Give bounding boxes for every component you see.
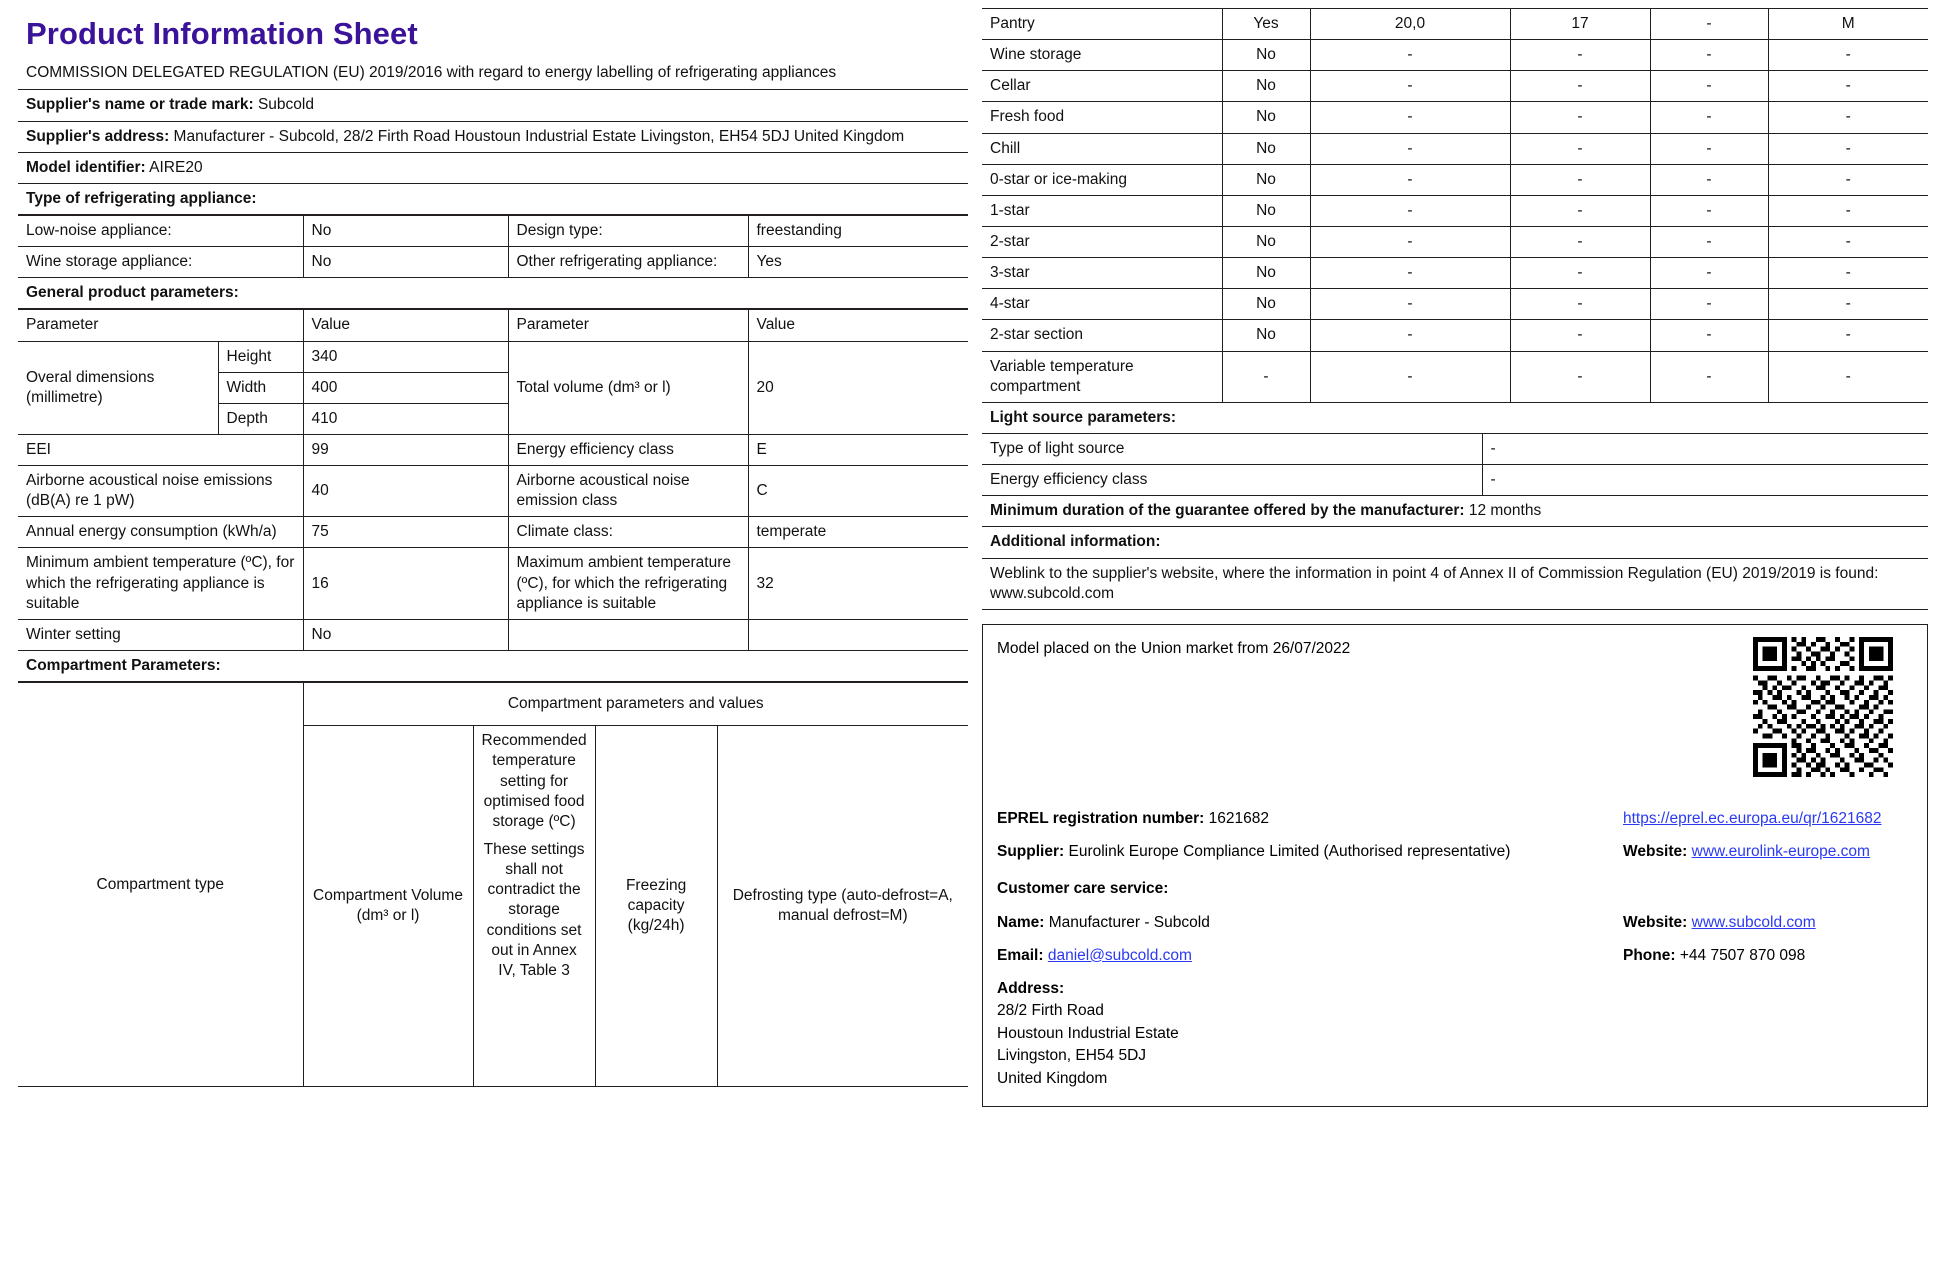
low-noise-value: No (303, 215, 508, 246)
table-row (18, 466, 968, 517)
table-row (982, 40, 1928, 71)
compartment-defrost-chill: - (1768, 133, 1928, 164)
table-row (982, 226, 1928, 257)
compartment-freezing-wine-storage: - (1650, 40, 1768, 71)
supplier-website-block (1623, 840, 1913, 863)
dimension-width-value: 400 (303, 372, 508, 403)
compartment-type-0-star: 0-star or ice-making (982, 164, 1222, 195)
market-date-block (997, 637, 1733, 777)
regulation-text: COMMISSION DELEGATED REGULATION (EU) 2019/2016 with regard to energy labelling of refrigerating appliances (26, 64, 837, 81)
compartment-freezing-0-star: - (1650, 164, 1768, 195)
compartment-present-cellar: No (1222, 71, 1310, 102)
compartment-volume-2-star: - (1310, 226, 1510, 257)
compartment-freezing-cellar: - (1650, 71, 1768, 102)
table-header-row (18, 310, 968, 341)
col-compartment-volume: Compartment Volume (dm³ or l) (303, 726, 473, 1087)
compartment-freezing-pantry: - (1650, 9, 1768, 40)
min-ambient-temp-label: Minimum ambient temperature (ºC), for which the refrigerating appliance is suitable (18, 548, 303, 619)
compartment-defrost-1-star: - (1768, 195, 1928, 226)
supplier-name-value: Subcold (257, 96, 314, 114)
customer-name-value: Manufacturer - Subcold (1048, 913, 1210, 931)
address-line-3: Livingston, EH54 5DJ (997, 1047, 1147, 1065)
dimension-height-value: 340 (303, 341, 508, 372)
supplier-address-label: Supplier's address: (26, 127, 170, 145)
col-value-2: Value (748, 310, 968, 341)
eprel-link[interactable]: https://eprel.ec.europa.eu/qr/1621682 (1623, 809, 1882, 827)
compartment-freezing-2-star: - (1650, 226, 1768, 257)
qr-code-icon[interactable] (1753, 637, 1893, 777)
light-source-heading-row (982, 403, 1928, 434)
compartment-defrost-variable-temperature: - (1768, 351, 1928, 402)
compartment-temp-4-star: - (1510, 289, 1650, 320)
col-defrosting-type: Defrosting type (auto-defrost=A, manual defrost=M) (717, 726, 968, 1087)
compartment-defrost-2-star-section: - (1768, 320, 1928, 351)
compartment-temp-fresh-food: - (1510, 102, 1650, 133)
winter-setting-label2 (508, 619, 748, 650)
light-source-class-label: Energy efficiency class (982, 465, 1482, 496)
total-volume-label: Total volume (dm³ or l) (508, 341, 748, 434)
table-row (982, 351, 1928, 402)
compartment-header-table (18, 682, 968, 1087)
customer-name-label: Name: (997, 913, 1045, 931)
compartment-present-variable-temperature: - (1222, 351, 1310, 402)
annual-energy-consumption-label: Annual energy consumption (kWh/a) (18, 517, 303, 548)
compartment-defrost-4-star: - (1768, 289, 1928, 320)
table-header-row (18, 683, 968, 726)
table-row (982, 465, 1928, 496)
noise-emission-class-label: Airborne acoustical noise emission class (508, 466, 748, 517)
compartment-defrost-fresh-food: - (1768, 102, 1928, 133)
customer-phone-value: +44 7507 870 098 (1679, 946, 1806, 964)
compartment-volume-wine-storage: - (1310, 40, 1510, 71)
supplier-website-label: Website: (1623, 843, 1688, 861)
general-parameters-table (18, 309, 968, 682)
guarantee-value: 12 months (1468, 502, 1542, 520)
appliance-type-heading: Type of refrigerating appliance: (18, 183, 968, 214)
dimension-depth-label: Depth (218, 403, 303, 434)
compartment-defrost-pantry: M (1768, 9, 1928, 40)
table-row (982, 71, 1928, 102)
registration-supplier-value: Eurolink Europe Compliance Limited (Authorised representative) (1068, 843, 1511, 861)
energy-efficiency-class-value: E (748, 434, 968, 465)
supplier-table (18, 89, 968, 215)
compartment-type-1-star: 1-star (982, 195, 1222, 226)
compartment-volume-variable-temperature: - (1310, 351, 1510, 402)
compartment-heading-row (18, 651, 968, 682)
compartment-temp-3-star: - (1510, 258, 1650, 289)
compartment-defrost-cellar: - (1768, 71, 1928, 102)
table-row (18, 341, 968, 372)
energy-efficiency-class-label: Energy efficiency class (508, 434, 748, 465)
compartment-freezing-4-star: - (1650, 289, 1768, 320)
compartment-temp-chill: - (1510, 133, 1650, 164)
total-volume-value: 20 (748, 341, 968, 434)
compartment-volume-chill: - (1310, 133, 1510, 164)
compartment-volume-3-star: - (1310, 258, 1510, 289)
compartment-type-chill: Chill (982, 133, 1222, 164)
col-value-1: Value (303, 310, 508, 341)
winter-setting-value2 (748, 619, 968, 650)
guarantee-row (982, 496, 1928, 527)
compartment-present-0-star: No (1222, 164, 1310, 195)
compartment-volume-2-star-section: - (1310, 320, 1510, 351)
compartment-freezing-chill: - (1650, 133, 1768, 164)
col-parameter-1: Parameter (18, 310, 303, 341)
general-heading-row (18, 278, 968, 309)
customer-address-label: Address: (997, 980, 1065, 998)
table-row (18, 517, 968, 548)
weblink-text: Weblink to the supplier's website, where the information in point 4 of Annex II of Commission Regulation (EU) 2019/2019 is found: (990, 564, 1879, 582)
customer-email-block (997, 944, 1623, 967)
annual-energy-consumption-value: 75 (303, 517, 508, 548)
compartment-freezing-1-star: - (1650, 195, 1768, 226)
page-title: Product Information Sheet (26, 16, 418, 51)
compartment-volume-cellar: - (1310, 71, 1510, 102)
table-row (982, 433, 1928, 464)
compartment-defrost-wine-storage: - (1768, 40, 1928, 71)
supplier-name-row (18, 90, 968, 121)
eprel-row (997, 807, 1913, 830)
light-source-class-value: - (1482, 465, 1928, 496)
compartment-present-chill: No (1222, 133, 1310, 164)
max-ambient-temp-label: Maximum ambient temperature (ºC), for which the refrigerating appliance is suitable (508, 548, 748, 619)
appliance-type-table (18, 215, 968, 309)
eprel-value: 1621682 (1208, 809, 1269, 827)
table-row (18, 215, 968, 246)
address-line-1: 28/2 Firth Road (997, 1002, 1104, 1020)
guarantee-cell (982, 496, 1928, 527)
design-type-value: freestanding (748, 215, 968, 246)
table-row (18, 619, 968, 650)
compartment-volume-pantry: 20,0 (1310, 9, 1510, 40)
address-line-4: United Kingdom (997, 1069, 1108, 1087)
customer-phone-block (1623, 944, 1913, 967)
table-row (18, 434, 968, 465)
qr-code-block (1733, 637, 1913, 777)
climate-class-value: temperate (748, 517, 968, 548)
other-refrigerating-appliance-value: Yes (748, 247, 968, 278)
col-recommended-temperature (473, 726, 595, 1087)
customer-name-row (997, 911, 1913, 934)
customer-name-block (997, 911, 1623, 934)
light-source-type-label: Type of light source (982, 433, 1482, 464)
registration-info-box (982, 624, 1928, 1107)
table-row (982, 164, 1928, 195)
low-noise-label: Low-noise appliance: (18, 215, 303, 246)
supplier-block (997, 840, 1623, 863)
model-identifier-label: Model identifier: (26, 158, 146, 176)
compartment-temp-pantry: 17 (1510, 9, 1650, 40)
wine-storage-appliance-label: Wine storage appliance: (18, 247, 303, 278)
table-row (982, 258, 1928, 289)
customer-website-block (1623, 911, 1913, 934)
compartment-values-table (982, 8, 1928, 403)
appliance-type-heading-row (18, 183, 968, 214)
model-identifier-row (18, 152, 968, 183)
dimension-width-label: Width (218, 372, 303, 403)
table-row (982, 133, 1928, 164)
customer-phone-label: Phone: (1623, 946, 1676, 964)
customer-email-row (997, 944, 1913, 967)
light-source-table (982, 403, 1928, 610)
other-refrigerating-appliance-label: Other refrigerating appliance: (508, 247, 748, 278)
compartment-type-cellar: Cellar (982, 71, 1222, 102)
table-row (982, 320, 1928, 351)
compartment-type-wine-storage: Wine storage (982, 40, 1222, 71)
eei-value: 99 (303, 434, 508, 465)
additional-information-heading: Additional information: (982, 527, 1928, 558)
supplier-address-row (18, 121, 968, 152)
compartment-temp-1-star: - (1510, 195, 1650, 226)
supplier-name-label: Supplier's name or trade mark: (26, 96, 254, 114)
compartment-freezing-variable-temperature: - (1650, 351, 1768, 402)
compartment-present-3-star: No (1222, 258, 1310, 289)
compartment-temp-cellar: - (1510, 71, 1650, 102)
min-ambient-temp-value: 16 (303, 548, 508, 619)
wine-storage-appliance-value: No (303, 247, 508, 278)
overall-dimensions-label: Overal dimensions (millimetre) (18, 341, 218, 434)
noise-emissions-label: Airborne acoustical noise emissions (dB(A) re 1 pW) (18, 466, 303, 517)
compartment-temp-0-star: - (1510, 164, 1650, 195)
table-row (982, 289, 1928, 320)
table-row (982, 9, 1928, 40)
compartment-type-fresh-food: Fresh food (982, 102, 1222, 133)
additional-heading-row (982, 527, 1928, 558)
compartment-parameters-heading: Compartment Parameters: (18, 651, 968, 682)
weblink-value[interactable]: www.subcold.com (990, 584, 1115, 602)
compartment-volume-0-star: - (1310, 164, 1510, 195)
table-row (18, 247, 968, 278)
compartment-type-4-star: 4-star (982, 289, 1222, 320)
compartment-present-fresh-food: No (1222, 102, 1310, 133)
address-line-2: Houstoun Industrial Estate (997, 1024, 1179, 1042)
table-row (18, 548, 968, 619)
compartment-rows (982, 9, 1928, 403)
customer-website-value[interactable]: www.subcold.com (1691, 913, 1816, 931)
table-row (982, 195, 1928, 226)
compartment-defrost-2-star: - (1768, 226, 1928, 257)
model-identifier-value: AIRE20 (149, 158, 203, 176)
col-parameter-2: Parameter (508, 310, 748, 341)
compartment-group-header: Compartment parameters and values (303, 683, 968, 726)
compartment-present-wine-storage: No (1222, 40, 1310, 71)
market-date-text: Model placed on the Union market from 26/07/2022 (997, 639, 1351, 657)
dimension-depth-value: 410 (303, 403, 508, 434)
compartment-present-1-star: No (1222, 195, 1310, 226)
left-column (18, 8, 968, 1087)
weblink-cell (982, 558, 1928, 609)
compartment-freezing-3-star: - (1650, 258, 1768, 289)
noise-emissions-value: 40 (303, 466, 508, 517)
compartment-type-pantry: Pantry (982, 9, 1222, 40)
compartment-present-pantry: Yes (1222, 9, 1310, 40)
market-date-and-qr-row (997, 637, 1913, 777)
light-source-heading: Light source parameters: (982, 403, 1928, 434)
eprel-label: EPREL registration number: (997, 809, 1205, 827)
registration-supplier-label: Supplier: (997, 843, 1065, 861)
col-recommended-temperature-note: These settings shall not contradict the storage conditions set out in Annex IV, Table 3 (483, 841, 585, 979)
winter-setting-value: No (303, 619, 508, 650)
table-row (982, 102, 1928, 133)
winter-setting-label: Winter setting (18, 619, 303, 650)
noise-emission-class-value: C (748, 466, 968, 517)
col-compartment-type: Compartment type (18, 683, 303, 1087)
compartment-temp-2-star: - (1510, 226, 1650, 257)
compartment-volume-1-star: - (1310, 195, 1510, 226)
compartment-temp-2-star-section: - (1510, 320, 1650, 351)
registration-info-inner (983, 625, 1927, 1106)
general-parameters-heading: General product parameters: (18, 278, 968, 309)
design-type-label: Design type: (508, 215, 748, 246)
compartment-freezing-fresh-food: - (1650, 102, 1768, 133)
compartment-type-2-star-section: 2-star section (982, 320, 1222, 351)
compartment-volume-fresh-food: - (1310, 102, 1510, 133)
max-ambient-temp-value: 32 (748, 548, 968, 619)
eei-label: EEI (18, 434, 303, 465)
right-column (982, 8, 1928, 1107)
customer-email-value[interactable]: daniel@subcold.com (1047, 946, 1192, 964)
compartment-temp-variable-temperature: - (1510, 351, 1650, 402)
compartment-defrost-3-star: - (1768, 258, 1928, 289)
eprel-link-block (1623, 807, 1913, 830)
climate-class-label: Climate class: (508, 517, 748, 548)
guarantee-label: Minimum duration of the guarantee offered by the manufacturer: (990, 502, 1465, 520)
customer-website-label: Website: (1623, 913, 1688, 931)
compartment-volume-4-star: - (1310, 289, 1510, 320)
supplier-address-value: Manufacturer - Subcold, 28/2 Firth Road Houstoun Industrial Estate Livingston, EH54 5DJ United Kingdom (173, 127, 905, 145)
eprel-block (997, 807, 1623, 830)
compartment-present-2-star-section: No (1222, 320, 1310, 351)
customer-email-label: Email: (997, 946, 1044, 964)
compartment-defrost-0-star: - (1768, 164, 1928, 195)
supplier-website-value[interactable]: www.eurolink-europe.com (1691, 843, 1870, 861)
compartment-freezing-2-star-section: - (1650, 320, 1768, 351)
supplier-row (997, 840, 1913, 863)
col-recommended-temperature-main: Recommended temperature setting for optimised food storage (ºC) (481, 732, 587, 830)
light-source-type-value: - (1482, 433, 1928, 464)
customer-care-heading: Customer care service: (997, 880, 1169, 898)
compartment-present-2-star: No (1222, 226, 1310, 257)
compartment-present-4-star: No (1222, 289, 1310, 320)
compartment-type-2-star: 2-star (982, 226, 1222, 257)
col-freezing-capacity: Freezing capacity (kg/24h) (595, 726, 717, 1087)
compartment-temp-wine-storage: - (1510, 40, 1650, 71)
compartment-type-variable-temperature: Variable temperature compartment (982, 351, 1222, 402)
weblink-row (982, 558, 1928, 609)
compartment-type-3-star: 3-star (982, 258, 1222, 289)
dimension-height-label: Height (218, 341, 303, 372)
